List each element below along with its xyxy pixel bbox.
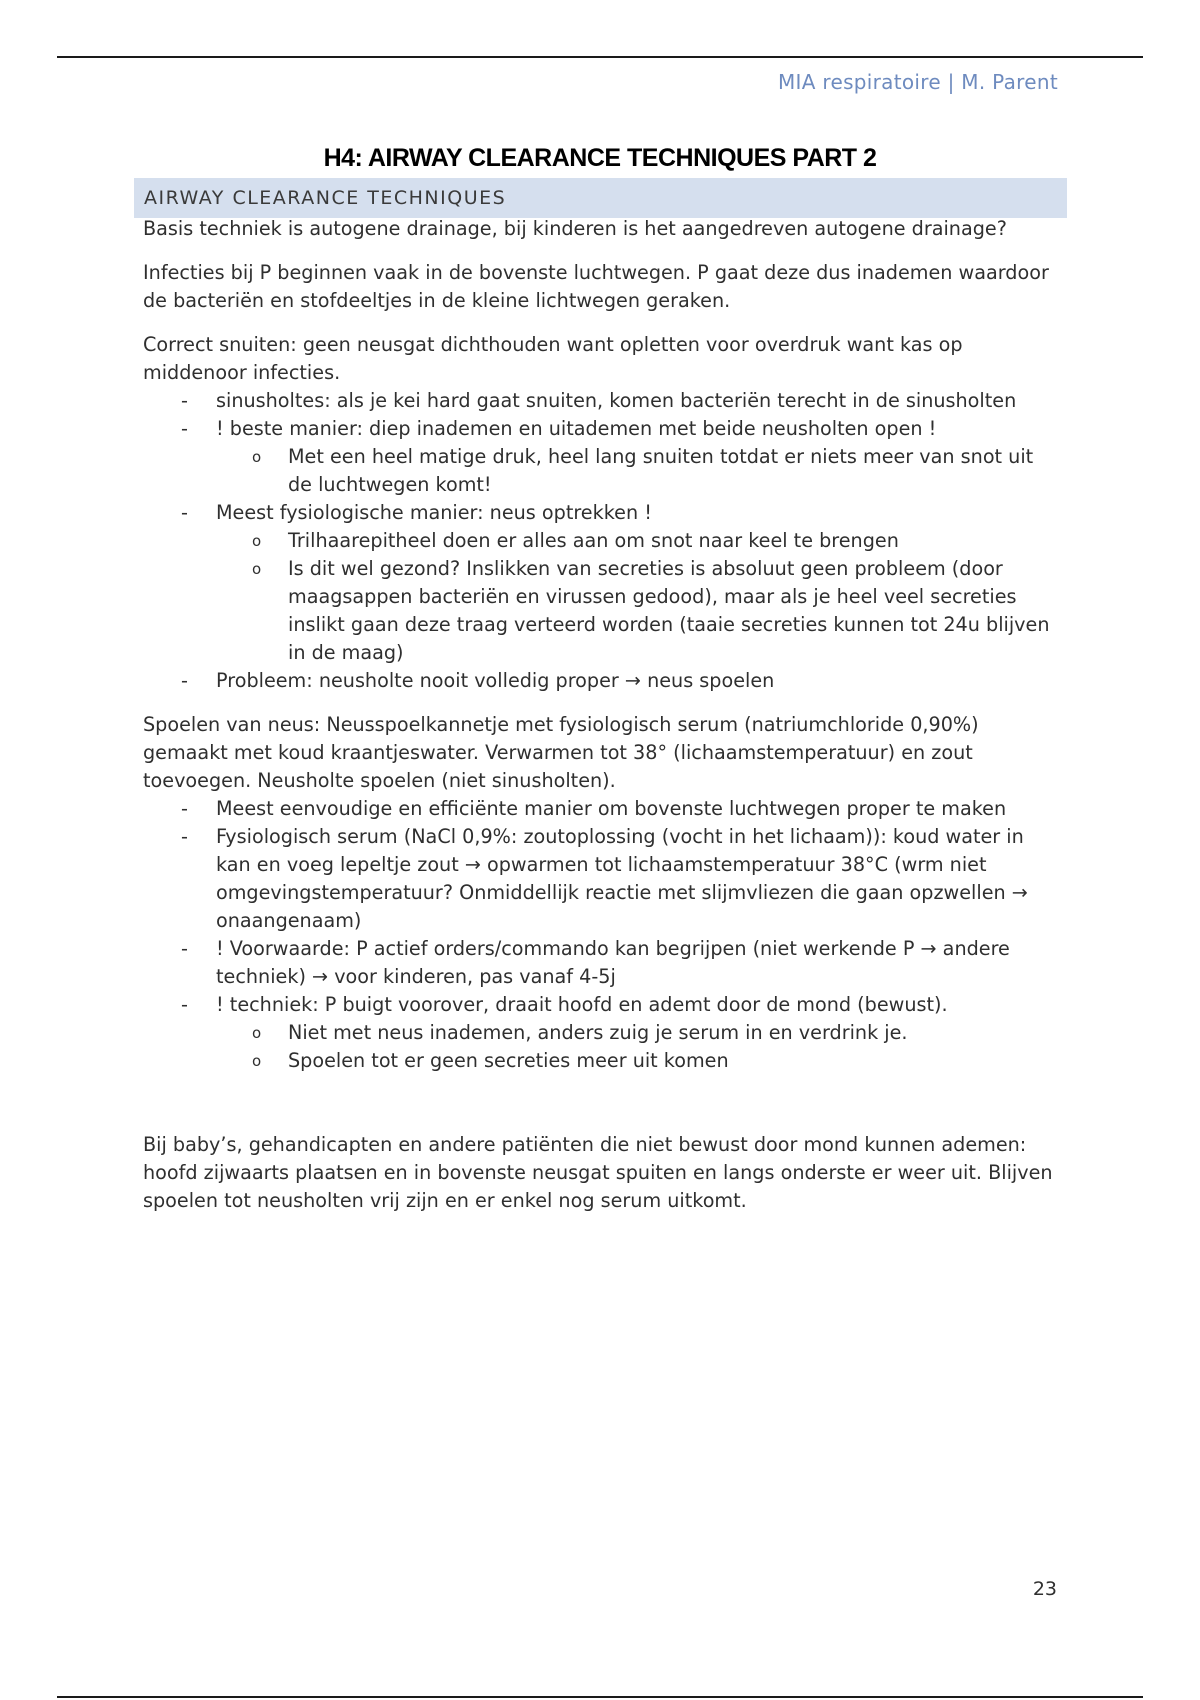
bottom-rule: [57, 1696, 1143, 1698]
paragraph: Bij baby’s, gehandicapten en andere patiënten die niet bewust door mond kunnen ademen: hoofd zijwaarts plaatsen en in bovenste neusgat spuiten en langs onderste er weer uit. Blijven spoelen tot neusholten vrij zijn en er enkel nog serum uitkomt.: [143, 1133, 1053, 1212]
page-title: H4: AIRWAY CLEARANCE TECHNIQUES PART 2: [323, 144, 877, 172]
paragraph: Spoelen van neus: Neusspoelkannetje met fysiologisch serum (natriumchloride 0,90%) gemaakt met koud kraantjeswater. Verwarmen tot 38° (lichaamstemperatuur) en zout toevoegen. Neusholte spoelen (niet sinusholten).: [143, 713, 979, 792]
circle-bullet: o: [252, 560, 262, 578]
list-item: [143, 991, 1063, 1019]
running-header: MIA respiratoire | M. Parent: [777, 70, 1058, 94]
list-item-text: ! techniek: P buigt voorover, draait hoofd en ademt door de mond (bewust).: [216, 993, 948, 1016]
dash-bullet: -: [181, 501, 188, 524]
spacer: [143, 1091, 1063, 1131]
sub-list-item: [143, 1019, 1063, 1047]
dash-bullet: -: [181, 797, 188, 820]
bullet-list: [143, 795, 1063, 1075]
list-item-text: Is dit wel gezond? Inslikken van secreties is absoluut geen probleem (door maagsappen bacteriën en virussen gedood), maar als je heel veel secreties inslikt gaan deze traag verteerd worden (taaie secreties kunnen tot 24u blijven in de maag): [288, 557, 1050, 664]
dash-bullet: -: [181, 937, 188, 960]
circle-bullet: o: [252, 1024, 262, 1042]
bullet-list: [143, 387, 1063, 695]
paragraph: Infecties bij P beginnen vaak in de bovenste luchtwegen. P gaat deze dus inademen waardoor de bacteriën en stofdeeltjes in de kleine lichtwegen geraken.: [143, 261, 1049, 312]
list-item: [143, 667, 1063, 695]
dash-bullet: -: [181, 993, 188, 1016]
list-item-text: Met een heel matige druk, heel lang snuiten totdat er niets meer van snot uit de luchtwegen komt!: [288, 445, 1034, 496]
list-item-text: Meest eenvoudige en efficiënte manier om bovenste luchtwegen proper te maken: [216, 797, 1007, 820]
list-item-text: Spoelen tot er geen secreties meer uit komen: [288, 1049, 729, 1072]
sub-list-item: [143, 1047, 1063, 1075]
list-item: [143, 415, 1063, 443]
list-item-text: ! beste manier: diep inademen en uitademen met beide neusholten open !: [216, 417, 937, 440]
page-number: 23: [1032, 1578, 1057, 1600]
list-item: [143, 499, 1063, 527]
section-heading: AIRWAY CLEARANCE TECHNIQUES: [134, 178, 1067, 218]
paragraph: Basis techniek is autogene drainage, bij kinderen is het aangedreven autogene drainage?: [143, 217, 1007, 240]
list-item-text: sinusholtes: als je kei hard gaat snuiten, komen bacteriën terecht in de sinusholten: [216, 389, 1017, 412]
list-item-text: Fysiologisch serum (NaCl 0,9%: zoutoplossing (vocht in het lichaam)): koud water in kan en voeg lepeltje zout → opwarmen tot lichaamstemperatuur 38°C (wrm niet omgevingstemperatuur? Onmiddellijk reactie met slijmvliezen die gaan opzwellen → onaangenaam): [216, 825, 1028, 932]
list-item: [143, 823, 1063, 935]
circle-bullet: o: [252, 1052, 262, 1070]
list-item-text: Niet met neus inademen, anders zuig je serum in en verdrink je.: [288, 1021, 908, 1044]
top-rule: [57, 56, 1143, 58]
dash-bullet: -: [181, 825, 188, 848]
paragraph: Correct snuiten: geen neusgat dichthouden want opletten voor overdruk want kas op middenoor infecties.: [143, 333, 963, 384]
document-body: [143, 215, 1063, 1231]
list-item-text: ! Voorwaarde: P actief orders/commando kan begrijpen (niet werkende P → andere techniek) → voor kinderen, pas vanaf 4-5j: [216, 937, 1010, 988]
list-item-text: Meest fysiologische manier: neus optrekken !: [216, 501, 652, 524]
sub-list-item: [143, 555, 1063, 667]
sub-list-item: [143, 443, 1063, 499]
circle-bullet: o: [252, 532, 262, 550]
dash-bullet: -: [181, 669, 188, 692]
dash-bullet: -: [181, 389, 188, 412]
dash-bullet: -: [181, 417, 188, 440]
list-item-text: Trilhaarepitheel doen er alles aan om snot naar keel te brengen: [288, 529, 899, 552]
list-item: [143, 795, 1063, 823]
sub-list-item: [143, 527, 1063, 555]
list-item: [143, 935, 1063, 991]
circle-bullet: o: [252, 448, 262, 466]
list-item-text: Probleem: neusholte nooit volledig proper → neus spoelen: [216, 669, 775, 692]
list-item: [143, 387, 1063, 415]
